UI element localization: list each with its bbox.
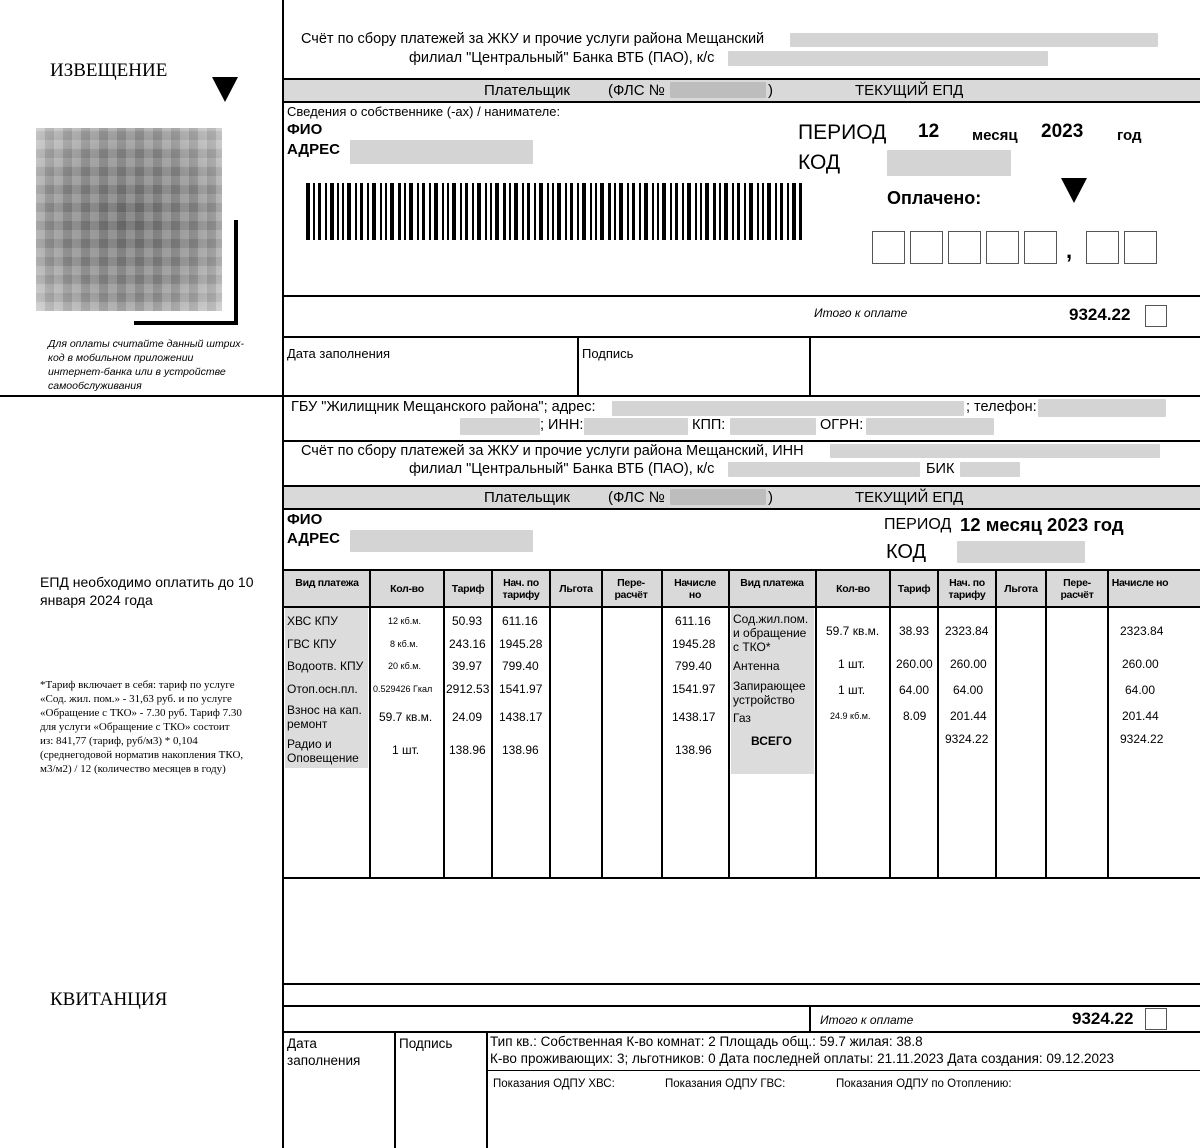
comma: ,: [1066, 238, 1073, 263]
redacted-inn-3: [830, 444, 1160, 458]
header-qty: Кол-во: [390, 583, 424, 595]
row-name: Газ: [733, 711, 751, 725]
total-checkbox[interactable]: [1145, 305, 1167, 327]
meter-heat: Показания ОДПУ по Отоплению:: [836, 1078, 1012, 1090]
row-qty: 59.7 кв.м.: [379, 710, 433, 724]
paid-cents-box[interactable]: [1086, 231, 1119, 264]
header-discount: Льгота: [559, 583, 593, 595]
row-charged: 260.00: [950, 657, 987, 671]
arrow-down-icon: [212, 77, 238, 102]
notice-label: ИЗВЕЩЕНИЕ: [50, 60, 168, 81]
rule: [282, 1005, 1200, 1007]
row-total: 1541.97: [672, 682, 716, 696]
row-total: 2323.84: [1120, 624, 1164, 638]
rule: [282, 508, 1200, 510]
code-label: КОД: [798, 151, 841, 174]
inn-label: ; ИНН:: [540, 417, 584, 433]
redacted-address-2: [350, 530, 533, 552]
account-line-2: филиал "Центральный" Банка ВТБ (ПАО), к/с: [409, 50, 715, 66]
payer-label: Плательщик: [484, 82, 570, 99]
row-tariff: 24.09: [452, 710, 483, 724]
redacted-ogrn: [866, 418, 994, 435]
rule: [549, 571, 551, 877]
account-line-1: Счёт по сбору платежей за ЖКУ и прочие услуги района Мещанский: [301, 31, 765, 47]
rule: [937, 571, 939, 877]
rule: [491, 571, 493, 877]
current-epd-bottom: ТЕКУЩИЙ ЕПД: [855, 489, 964, 506]
redacted-phone: [1038, 399, 1166, 417]
rule: [486, 1070, 1200, 1071]
code-label-bottom: КОД: [886, 541, 927, 563]
row-qty: 0.529426 Гкал: [373, 684, 433, 694]
redacted-fls: [670, 82, 766, 98]
period-label: ПЕРИОД: [798, 121, 887, 144]
row-name: Водоотв. КПУ: [287, 659, 364, 673]
fio-label-bottom: ФИО: [287, 511, 323, 528]
row-charged: 1945.28: [499, 637, 543, 651]
phone-label: ; телефон:: [966, 399, 1037, 415]
row-name: Радио и Оповещение: [287, 737, 359, 765]
row-tariff: 2912.53: [446, 682, 490, 696]
row-name: Взнос на кап. ремонт: [287, 703, 362, 731]
header-charged: Нач. по тарифу: [502, 577, 540, 601]
period-label-bottom: ПЕРИОД: [884, 516, 952, 533]
barcode: [306, 183, 802, 240]
row-name: Запирающее устройство: [733, 679, 806, 707]
row-tariff: 138.96: [449, 743, 486, 757]
rule: [394, 1031, 396, 1148]
row-qty: 59.7 кв.м.: [826, 624, 880, 638]
row-total: 9324.22: [1120, 732, 1164, 746]
qr-code: [36, 128, 222, 311]
paid-digit-box[interactable]: [1024, 231, 1057, 264]
month-word: месяц: [972, 127, 1018, 144]
ogrn-label: ОГРН:: [820, 417, 864, 433]
rule: [443, 571, 445, 877]
row-qty: 20 кб.м.: [388, 661, 421, 671]
redacted-org-address: [612, 401, 964, 416]
row-total: 1945.28: [672, 637, 716, 651]
row-charged: 2323.84: [945, 624, 989, 638]
row-qty: 1 шт.: [838, 657, 866, 671]
row-tariff: 64.00: [899, 683, 930, 697]
apartment-info-2: К-во проживающих: 3; льготников: 0 Дата последней оплаты: 21.11.2023 Дата создания: 09.12.2023: [490, 1051, 1114, 1066]
apartment-info-1: Тип кв.: Собственная К-во комнат: 2 Площадь общ.: 59.7 жилая: 38.8: [490, 1034, 923, 1049]
paid-digit-box[interactable]: [986, 231, 1019, 264]
rule: [282, 101, 1200, 103]
header-tariff: Тариф: [897, 583, 931, 595]
date-filled-label-1: Дата: [287, 1036, 317, 1051]
rule: [889, 571, 891, 877]
row-qty: 24.9 кб.м.: [830, 711, 871, 721]
account-line-1-bottom: Счёт по сбору платежей за ЖКУ и прочие услуги района Мещанский, ИНН: [301, 443, 804, 459]
fls-label-bottom: (ФЛС №: [608, 489, 665, 506]
date-filled-label: Дата заполнения: [287, 346, 391, 361]
bik-label: БИК: [926, 461, 955, 477]
rule: [282, 295, 1200, 297]
redacted-inn: [790, 33, 1158, 47]
header-recalc: Пере-расчёт: [1060, 577, 1094, 601]
rule: [486, 1031, 488, 1148]
rule: [577, 338, 579, 395]
fls-close: ): [768, 82, 773, 99]
row-charged: 201.44: [950, 709, 987, 723]
arrow-down-icon: [1061, 178, 1087, 203]
redacted-account: [728, 51, 1048, 66]
period-year: 2023: [1041, 121, 1084, 142]
row-charged: 9324.22: [945, 732, 989, 746]
row-name: ХВС КПУ: [287, 614, 338, 628]
rule: [995, 571, 997, 877]
year-word: год: [1117, 127, 1142, 144]
total-value: 9324.22: [1069, 305, 1131, 324]
total-value-bottom: 9324.22: [1072, 1009, 1134, 1028]
paid-cents-box[interactable]: [1124, 231, 1157, 264]
rule: [1107, 571, 1109, 877]
row-qty: 8 кб.м.: [390, 639, 418, 649]
rule: [728, 571, 730, 877]
row-tariff: 260.00: [896, 657, 933, 671]
kpp-label: КПП:: [692, 417, 726, 433]
row-total: 1438.17: [672, 710, 716, 724]
total-label: Итого к оплате: [814, 306, 908, 320]
org-line: ГБУ "Жилищник Мещанского района"; адрес:: [291, 399, 596, 415]
qr-frame-corner: [134, 321, 238, 325]
row-total: 201.44: [1122, 709, 1159, 723]
redacted-code-2: [957, 541, 1085, 563]
header-total: Начисле но: [1111, 577, 1169, 589]
header-discount: Льгота: [1004, 583, 1038, 595]
row-charged: 64.00: [953, 683, 984, 697]
row-name-total: ВСЕГО: [751, 734, 792, 748]
address-label: АДРЕС: [287, 141, 340, 158]
meter-gvs: Показания ОДПУ ГВС:: [665, 1078, 786, 1090]
qr-caption: Для оплаты считайте данный штрих-код в мобильном приложении интернет-банка или в устройстве самообслуживания: [48, 338, 245, 392]
header-recalc: Пере-расчёт: [614, 577, 648, 601]
row-name: Отоп.осн.пл.: [287, 682, 358, 696]
header-total: Начисле но: [674, 577, 716, 601]
row-qty: 1 шт.: [392, 743, 420, 757]
signature-label: Подпись: [582, 346, 634, 361]
redacted-fls-2: [670, 489, 766, 505]
row-total: 611.16: [675, 614, 711, 628]
row-name: Сод.жил.пом. и обращение с ТКО*: [733, 612, 809, 654]
owner-info: Сведения о собственнике (-ах) / нанимателе:: [287, 104, 561, 119]
redacted-inn-2: [584, 418, 688, 435]
rule: [809, 1005, 811, 1031]
row-total: 138.96: [675, 743, 712, 757]
date-filled-label-2: заполнения: [287, 1053, 361, 1068]
paid-digit-box[interactable]: [948, 231, 981, 264]
row-tariff: 8.09: [903, 709, 927, 723]
row-tariff: 50.93: [452, 614, 483, 628]
paid-digit-box[interactable]: [872, 231, 905, 264]
header-tariff: Тариф: [451, 583, 485, 595]
signature-label-bottom: Подпись: [399, 1036, 453, 1051]
row-total: 799.40: [675, 659, 712, 673]
rule: [1045, 571, 1047, 877]
row-qty: 1 шт.: [838, 683, 866, 697]
rule: [282, 336, 1200, 338]
row-charged: 611.16: [502, 614, 538, 628]
row-tariff: 38.93: [899, 624, 930, 638]
header-qty: Кол-во: [836, 583, 870, 595]
header-charged: Нач. по тарифу: [948, 577, 986, 601]
row-charged: 799.40: [502, 659, 539, 673]
rule: [369, 571, 371, 877]
row-charged: 138.96: [502, 743, 539, 757]
row-qty: 12 кб.м.: [388, 616, 421, 626]
rule: [601, 571, 603, 877]
rule: [282, 1031, 1200, 1033]
rule: [282, 983, 1200, 985]
address-label-bottom: АДРЕС: [287, 530, 340, 547]
redacted-address: [350, 140, 533, 164]
row-charged: 1438.17: [499, 710, 543, 724]
redacted-bik: [960, 462, 1020, 477]
header-vid: Вид платежа: [740, 577, 804, 589]
rule: [809, 338, 811, 395]
row-total: 260.00: [1122, 657, 1159, 671]
redacted-code: [887, 150, 1011, 176]
receipt-label: КВИТАНЦИЯ: [50, 989, 168, 1010]
current-epd: ТЕКУЩИЙ ЕПД: [855, 82, 964, 99]
rule: [661, 571, 663, 877]
row-tariff: 243.16: [449, 637, 486, 651]
qr-frame-corner: [234, 220, 238, 325]
rule: [282, 877, 1200, 879]
fls-label: (ФЛС №: [608, 82, 665, 99]
rule: [815, 571, 817, 877]
row-tariff: 39.97: [452, 659, 483, 673]
due-notice: ЕПД необходимо оплатить до 10 января 2024 года: [40, 574, 254, 608]
redacted-account-2: [728, 462, 920, 477]
header-vid: Вид платежа: [295, 577, 359, 589]
fio-label: ФИО: [287, 121, 323, 138]
paid-label: Оплачено:: [887, 188, 982, 208]
payer-label-bottom: Плательщик: [484, 489, 570, 506]
tariff-note: *Тариф включает в себя: тариф по услуге «Сод. жил. пом.» - 31,63 руб. и по услуге «Обращение с ТКО» - 7.30 руб. Тариф 7.30 для услуги «Обращение с ТКО» состоит из: 841,77 (тариф, руб/м3) * 0,104 (среднегодовой норматив накопления ТКО, м3/м2) / 12 (количество месяцев в году): [40, 679, 244, 775]
total-checkbox-bottom[interactable]: [1145, 1008, 1167, 1030]
rule: [282, 440, 1200, 442]
row-total: 64.00: [1125, 683, 1156, 697]
row-charged: 1541.97: [499, 682, 543, 696]
account-line-2-bottom: филиал "Центральный" Банка ВТБ (ПАО), к/с: [409, 461, 715, 477]
section-divider: [0, 395, 1200, 397]
fls-close-bottom: ): [768, 489, 773, 506]
paid-digit-box[interactable]: [910, 231, 943, 264]
row-name: ГВС КПУ: [287, 637, 337, 651]
meter-hvs: Показания ОДПУ ХВС:: [493, 1078, 615, 1090]
redacted-kpp: [730, 418, 816, 435]
period-month: 12: [918, 121, 940, 142]
period-value-bottom: 12 месяц 2023 год: [960, 514, 1124, 535]
redacted-org-address-2: [460, 418, 540, 435]
total-label-bottom: Итого к оплате: [820, 1013, 914, 1027]
row-name: Антенна: [733, 659, 780, 673]
